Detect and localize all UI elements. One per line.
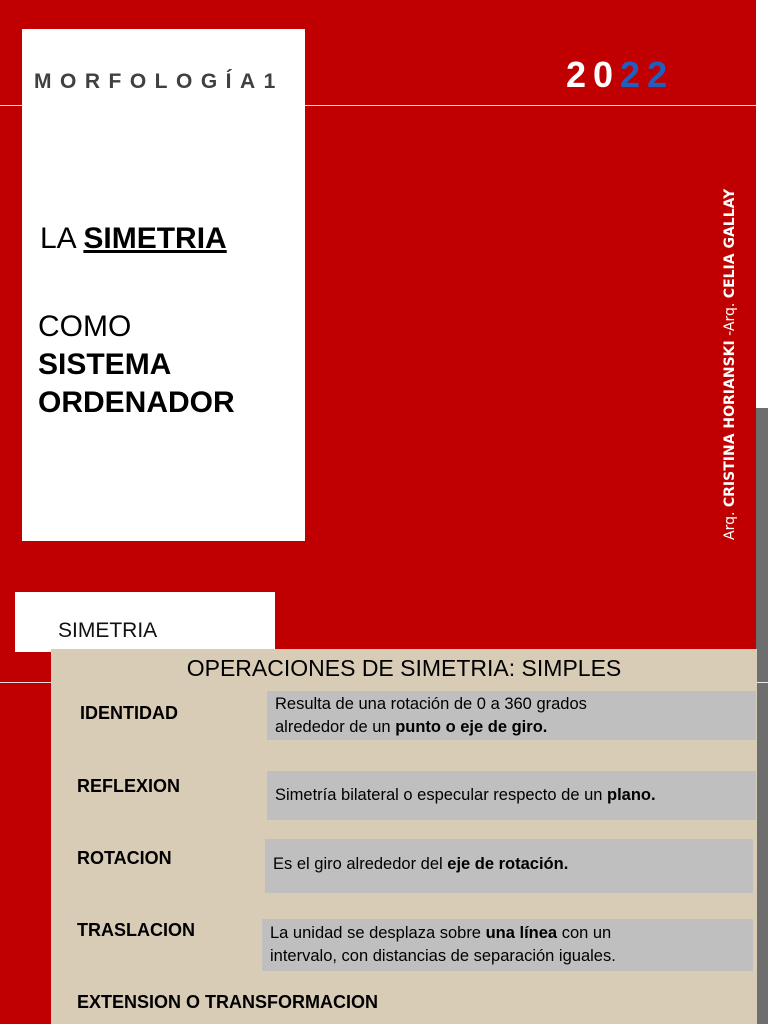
cover-title: [40, 222, 227, 256]
cover-title-emph: SIMETRIA: [83, 222, 227, 255]
op-reflexion-name: REFLEXION: [77, 776, 181, 796]
right-edge-strip-gray: [756, 408, 768, 1024]
op-identidad-line2: [275, 716, 748, 739]
op-rotacion-name: ROTACION: [77, 848, 172, 868]
op-traslacion-text1: La unidad se desplaza sobre: [270, 924, 486, 942]
author-prefix-1: Arq.: [722, 507, 738, 540]
cover-line-como: COMO: [38, 310, 132, 343]
operations-title: OPERACIONES DE SIMETRIA: SIMPLES: [186, 655, 622, 681]
cover-line-ordenador: ORDENADOR: [38, 386, 235, 419]
course-title: MORFOLOGÍA1: [34, 70, 284, 93]
op-reflexion-desc: [267, 771, 756, 820]
op-rotacion-text: Es el giro alrededor del: [273, 855, 448, 873]
header-divider: [0, 105, 768, 106]
year: [566, 54, 674, 96]
cover-subtitle: [38, 308, 235, 422]
op-traslacion-name: TRASLACION: [77, 920, 195, 940]
cover-line-sistema: SISTEMA: [38, 348, 172, 381]
op-identidad-line1: Resulta de una rotación de 0 a 360 grados: [275, 695, 587, 713]
op-traslacion-text2: con un: [557, 924, 612, 942]
op-identidad-bold: punto o eje de giro.: [395, 718, 548, 736]
op-reflexion-text: Simetría bilateral o especular respecto de un: [275, 786, 608, 804]
op-traslacion-line2: intervalo, con distancias de separación iguales.: [270, 947, 616, 965]
year-white: 20: [566, 54, 621, 95]
year-blue: 22: [620, 54, 675, 95]
cover-title-prefix: LA: [40, 222, 84, 255]
op-traslacion-bold: una línea: [485, 924, 558, 942]
authors-credit: [722, 189, 738, 540]
op-traslacion-line1: [270, 922, 745, 945]
author-prefix-2: -Arq.: [722, 298, 738, 341]
op-identidad-desc: [267, 691, 756, 740]
author-name-1: CRISTINA HORIANSKI: [722, 340, 738, 508]
op-extension-name: EXTENSION O TRANSFORMACION: [77, 992, 379, 1012]
op-traslacion-desc: [262, 919, 753, 971]
section-label: SIMETRIA: [58, 619, 158, 642]
op-reflexion-bold: plano.: [607, 786, 656, 804]
author-name-2: CELIA GALLAY: [722, 188, 738, 299]
op-rotacion-bold: eje de rotación.: [447, 855, 569, 873]
op-identidad-name: IDENTIDAD: [80, 703, 178, 723]
op-rotacion-desc: [265, 839, 753, 893]
op-identidad-text2: alrededor de un: [275, 718, 396, 736]
